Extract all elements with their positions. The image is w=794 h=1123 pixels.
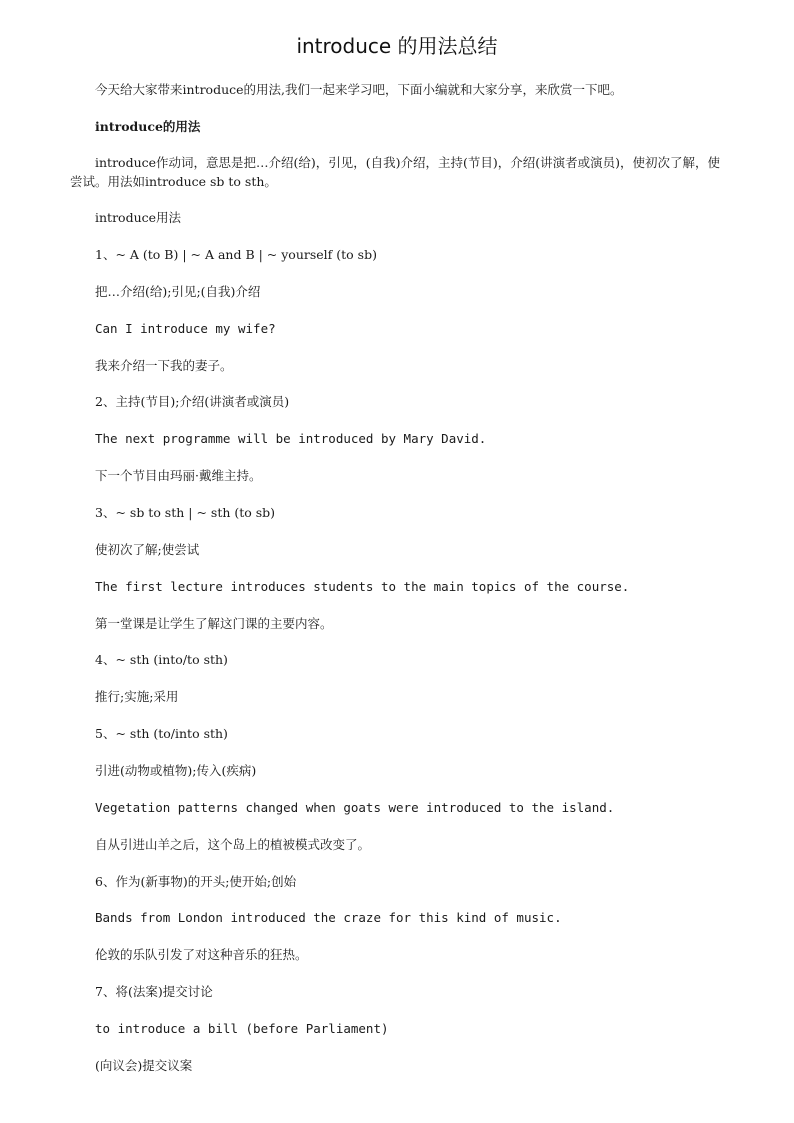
usage-item-4-meaning: 推行;实施;采用 [95, 689, 179, 704]
usage-item-3-translation: 第一堂课是让学生了解这门课的主要内容。 [95, 616, 333, 631]
usage-item-7-pattern: 7、将(法案)提交讨论 [95, 984, 213, 999]
usage-item-1-example: Can I introduce my wife? [95, 321, 276, 336]
page-title: introduce 的用法总结 [296, 34, 498, 58]
usage-item-1-pattern: 1、~ A (to B) | ~ A and B | ~ yourself (to sb) [95, 247, 377, 262]
usage-item-7-translation: (向议会)提交议案 [95, 1058, 193, 1073]
usage-item-4-pattern: 4、~ sth (into/to sth) [95, 652, 228, 667]
usage-item-2-example: The next programme will be introduced by Mary David. [95, 431, 487, 446]
usage-item-6-translation: 伦敦的乐队引发了对这种音乐的狂热。 [95, 947, 308, 962]
usage-item-5-meaning: 引进(动物或植物);传入(疾病) [95, 763, 257, 778]
definition-paragraph: introduce作动词，意思是把…介绍(给)，引见，(自我)介绍，主持(节目)，介绍(讲演者或演员)，使初次了解，使尝试。用法如introduce sb to sth。 [70, 155, 721, 189]
usage-item-5-pattern: 5、~ sth (to/into sth) [95, 726, 228, 741]
usage-item-7-example: to introduce a bill (before Parliament) [95, 1021, 389, 1036]
usage-heading: introduce用法 [95, 210, 182, 225]
intro-paragraph: 今天给大家带来introduce的用法,我们一起来学习吧，下面小编就和大家分享，来欣赏一下吧。 [95, 82, 623, 97]
usage-item-2-pattern: 2、主持(节目);介绍(讲演者或演员) [95, 394, 290, 409]
section-heading: introduce的用法 [95, 119, 201, 134]
usage-item-2-translation: 下一个节目由玛丽·戴维主持。 [95, 468, 262, 483]
usage-item-6-pattern: 6、作为(新事物)的开头;使开始;创始 [95, 874, 297, 889]
usage-item-3-example: The first lecture introduces students to the main topics of the course. [95, 579, 630, 594]
usage-item-5-translation: 自从引进山羊之后，这个岛上的植被模式改变了。 [95, 837, 371, 852]
usage-item-5-example: Vegetation patterns changed when goats were introduced to the island. [95, 800, 615, 815]
usage-item-6-example: Bands from London introduced the craze for this kind of music. [95, 910, 562, 925]
usage-item-3-meaning: 使初次了解;使尝试 [95, 542, 200, 557]
usage-item-3-pattern: 3、~ sb to sth | ~ sth (to sb) [95, 505, 276, 520]
usage-item-1-meaning: 把…介绍(给);引见;(自我)介绍 [95, 284, 261, 299]
usage-item-1-translation: 我来介绍一下我的妻子。 [95, 358, 233, 373]
